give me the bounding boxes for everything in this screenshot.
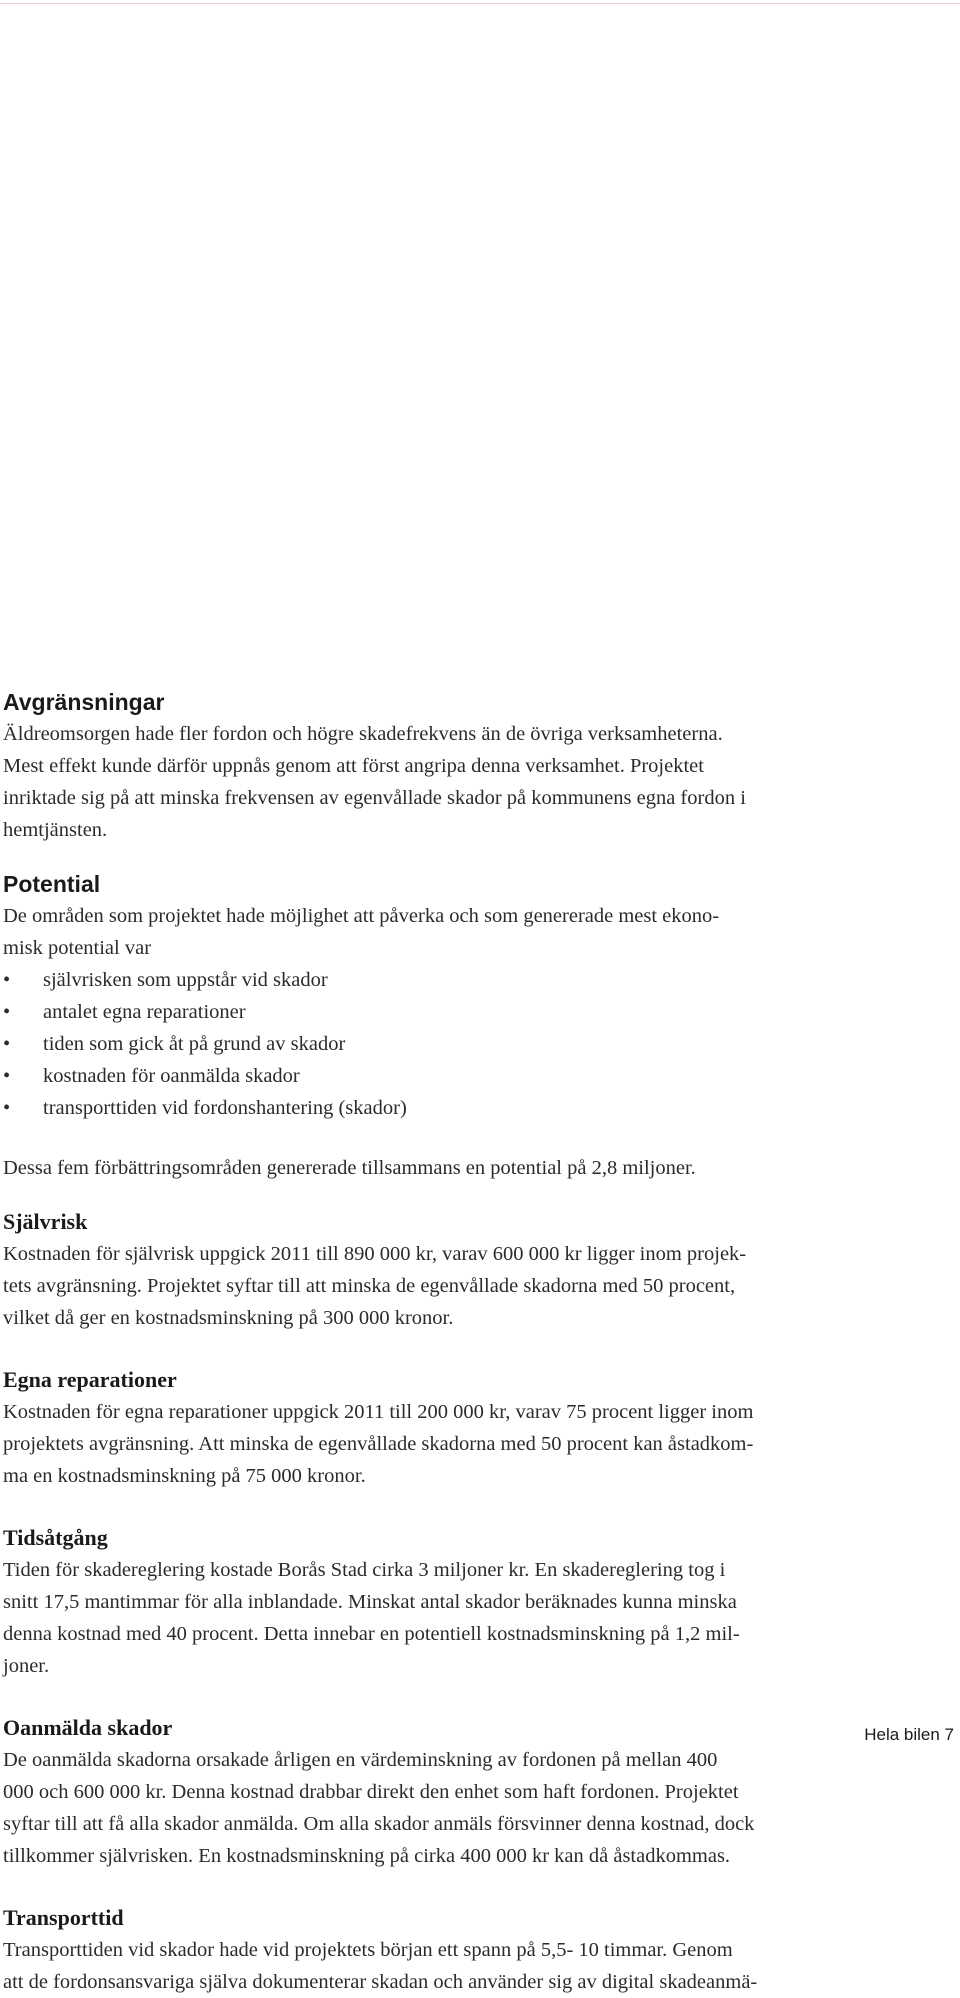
section-heading: Avgränsningar	[3, 689, 165, 715]
text-line: inriktade sig på att minska frekvensen av egenvållade skador på kommunens egna fordon i	[3, 787, 746, 809]
section-potential	[3, 868, 953, 1184]
section-heading: Självrisk	[3, 1209, 88, 1234]
section-heading: Oanmälda skador	[3, 1715, 173, 1740]
bullet-icon: •	[3, 1001, 11, 1023]
text-line: att de fordonsansvariga själva dokumenterar skadan och använder sig av digital skadeanmä-	[3, 1971, 758, 1993]
text-line: Mest effekt kunde därför uppnås genom att först angripa denna verksamhet. Projektet	[3, 755, 704, 777]
section-tidsatgang	[3, 1522, 953, 1682]
section-avgransningar	[3, 686, 953, 846]
text-line: ma en kostnadsminskning på 75 000 kronor.	[3, 1465, 366, 1487]
section-egna-reparationer	[3, 1364, 953, 1492]
bullet-icon: •	[3, 1097, 11, 1119]
list-item	[3, 1028, 953, 1060]
section-oanmalda-skador	[3, 1712, 953, 1872]
bullet-icon: •	[3, 1065, 11, 1087]
text-line: misk potential var	[3, 937, 152, 959]
top-rule	[0, 3, 960, 4]
section-sjalvrisk	[3, 1206, 953, 1334]
text-line: Kostnaden för egna reparationer uppgick 2011 till 200 000 kr, varav 75 procent ligger inom	[3, 1401, 754, 1423]
text-line: Äldreomsorgen hade fler fordon och högre skadefrekvens än de övriga verksamheterna.	[3, 723, 723, 745]
list-item	[3, 996, 953, 1028]
potential-summary: Dessa fem förbättringsområden genererade tillsammans en potential på 2,8 miljoner.	[3, 1157, 696, 1179]
text-line: snitt 17,5 mantimmar för alla inblandade. Minskat antal skador beräknades kunna minska	[3, 1591, 737, 1613]
section-heading: Tidsåtgång	[3, 1525, 108, 1550]
list-item	[3, 1060, 953, 1092]
text-line: 000 och 600 000 kr. Denna kostnad drabbar direkt den enhet som haft fordonen. Projektet	[3, 1781, 739, 1803]
text-line: De områden som projektet hade möjlighet att påverka och som genererade mest ekono-	[3, 905, 720, 927]
text-line: projektets avgränsning. Att minska de egenvållade skadorna med 50 procent kan åstadkom-	[3, 1433, 754, 1455]
text-line: denna kostnad med 40 procent. Detta innebar en potentiell kostnadsminskning på 1,2 mil-	[3, 1623, 740, 1645]
bullet-icon: •	[3, 1033, 11, 1055]
text-line: De oanmälda skadorna orsakade årligen en värdeminskning av fordonen på mellan 400	[3, 1749, 718, 1771]
page-footer: Hela bilen 7	[864, 1725, 954, 1744]
potential-list	[3, 964, 953, 1124]
list-item	[3, 1092, 953, 1124]
section-transporttid	[3, 1902, 953, 1998]
bullet-icon: •	[3, 969, 11, 991]
text-line: joner.	[3, 1655, 50, 1677]
list-item-text: självrisken som uppstår vid skador	[43, 969, 328, 991]
list-item-text: antalet egna reparationer	[43, 1001, 246, 1023]
text-line: syftar till att få alla skador anmälda. Om alla skador anmäls försvinner denna kostnad, dock	[3, 1813, 755, 1835]
document-body	[3, 686, 953, 1998]
list-item	[3, 964, 953, 996]
text-line: tets avgränsning. Projektet syftar till att minska de egenvållade skadorna med 50 procent,	[3, 1275, 736, 1297]
text-line: hemtjänsten.	[3, 819, 108, 841]
list-item-text: tiden som gick åt på grund av skador	[43, 1033, 346, 1055]
list-item-text: transporttiden vid fordonshantering (skador)	[43, 1097, 407, 1119]
text-line: tillkommer självrisken. En kostnadsminskning på cirka 400 000 kr kan då åstadkommas.	[3, 1845, 731, 1867]
section-heading: Potential	[3, 871, 101, 897]
section-heading: Egna reparationer	[3, 1367, 177, 1392]
text-line: Kostnaden för självrisk uppgick 2011 till 890 000 kr, varav 600 000 kr ligger inom projek-	[3, 1243, 747, 1265]
section-heading: Transporttid	[3, 1905, 124, 1930]
text-line: Transporttiden vid skador hade vid projektets början ett spann på 5,5- 10 timmar. Genom	[3, 1939, 733, 1961]
text-line: Tiden för skadereglering kostade Borås Stad cirka 3 miljoner kr. En skadereglering tog i	[3, 1559, 726, 1581]
text-line: vilket då ger en kostnadsminskning på 300 000 kronor.	[3, 1307, 454, 1329]
list-item-text: kostnaden för oanmälda skador	[43, 1065, 300, 1087]
